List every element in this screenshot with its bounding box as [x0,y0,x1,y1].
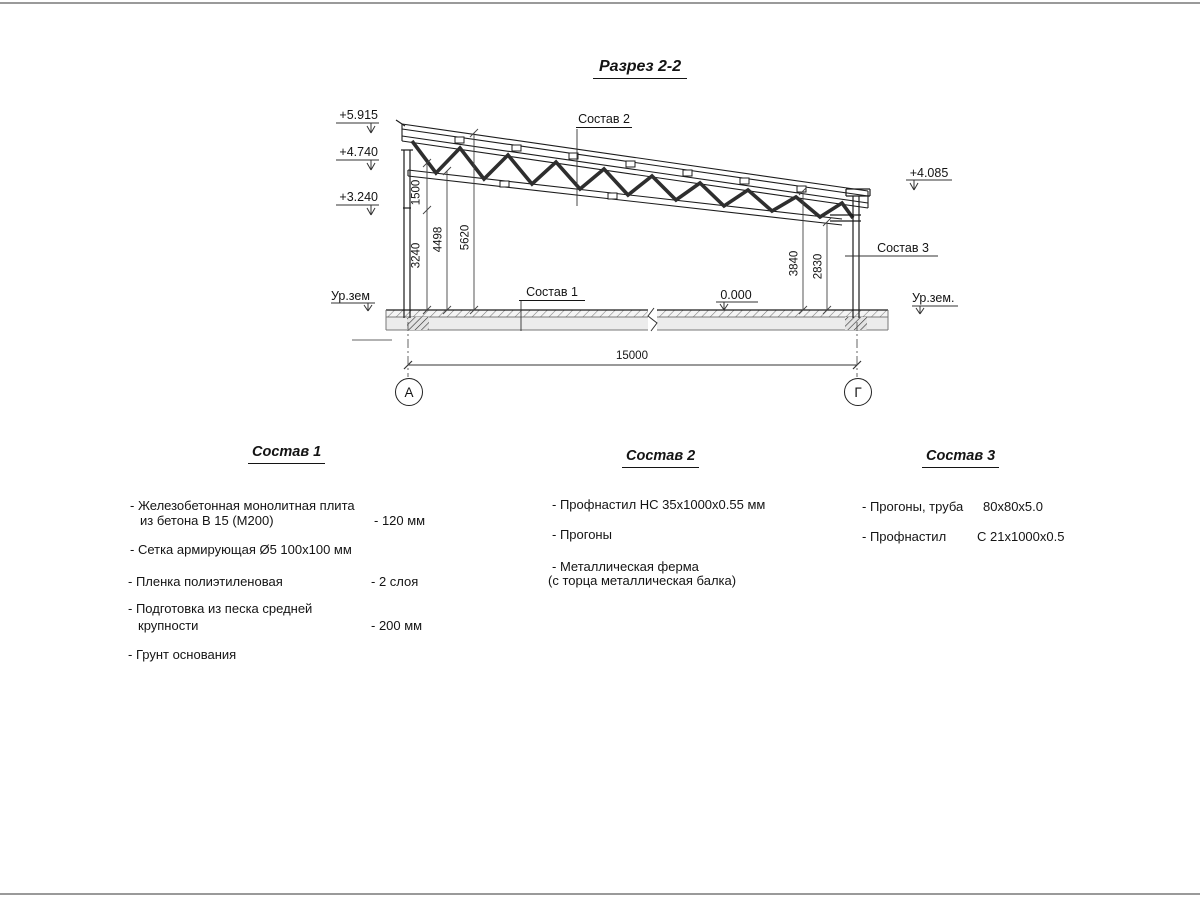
legend-2-item-3-line-2: (с торца металлическая балка) [548,573,737,588]
legend-3-item-1-value: 80х80х5.0 [983,499,1043,514]
elevation-3240: +3.240 [339,190,378,204]
legend-1-item-5: - Грунт основания [128,647,237,662]
axis-circle-a [395,378,423,406]
left-footing [407,317,429,330]
elevation-zero: 0.000 [720,288,752,302]
dim-4498: 4498 [432,226,445,253]
callout-sostav-2: Состав 2 [576,112,632,128]
legend-3-item-2-value: С 21х1000х0.5 [977,529,1065,544]
elevation-5915: +5.915 [339,108,378,122]
callout-sostav-1: Состав 1 [519,285,585,301]
drawing-title: Разрез 2-2 [593,58,687,79]
dim-2830: 2830 [812,253,825,280]
dim-3840: 3840 [788,250,801,277]
right-footing [845,317,867,330]
legend-1-heading: Состав 1 [248,444,325,464]
legend-1-item-1-line-2: из бетона В 15 (М200) [140,513,274,528]
axis-circle-g [844,378,872,406]
legend-1-item-2: - Сетка армирующая Ø5 100х100 мм [130,542,352,557]
legend-2-heading: Состав 2 [622,448,699,468]
legend-1-item-3-value: - 2 слоя [371,574,419,589]
elevation-4085: +4.085 [909,166,949,180]
ground-level-right: Ур.зем. [912,291,955,305]
legend-1-item-1-line-1: - Железобетонная монолитная плита [130,498,355,513]
legend-2-item-1: - Профнастил НС 35х1000х0.55 мм [552,497,766,512]
legend-3-item-2: - Профнастил [862,529,947,544]
ground-level-left: Ур.зем [331,289,370,303]
callout-sostav-3: Состав 3 [877,241,929,255]
dim-3240: 3240 [410,242,423,269]
legend-1-item-4-line-1: - Подготовка из песка средней [128,601,313,616]
axis-letter-g: Г [854,384,862,400]
dim-span-15000: 15000 [616,350,648,362]
legend-1-item-3: - Пленка полиэтиленовая [128,574,283,589]
legend-1-item-4-line-2: крупности [138,618,199,633]
legend-2-item-3-line-1: - Металлическая ферма [552,559,699,574]
legend-1-item-1-value: - 120 мм [374,513,426,528]
dim-5620: 5620 [459,224,472,251]
dim-1500: 1500 [410,179,423,206]
legend-2-item-2: - Прогоны [552,527,612,542]
legend-3-item-1: - Прогоны, труба [862,499,964,514]
elevation-4740: +4.740 [339,145,378,159]
bottom-chord-purlins [500,181,617,199]
legend-3-heading: Состав 3 [922,448,999,468]
floor-slab [386,308,888,332]
legend-1-item-4-value: - 200 мм [371,618,423,633]
axis-letter-a: А [404,384,414,400]
